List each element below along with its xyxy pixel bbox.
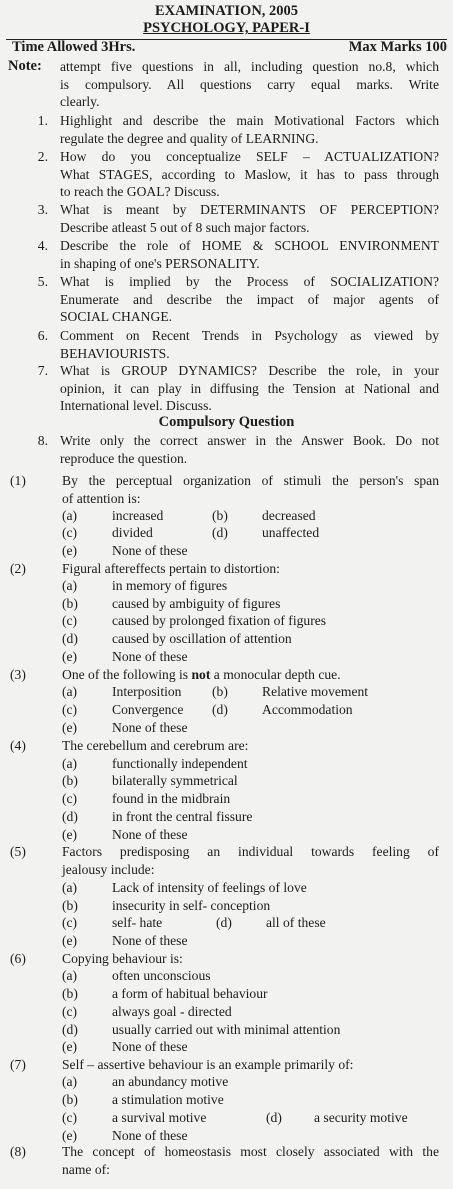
note-label: Note: <box>8 58 42 74</box>
option-text: in front the central fissure <box>112 809 253 824</box>
mcq-stem <box>62 843 439 878</box>
option-text: None of these <box>112 827 188 842</box>
question-line: International level. Discuss. <box>60 398 212 414</box>
mcq-number: (7) <box>10 1057 26 1072</box>
option-text: decreased <box>262 508 316 523</box>
question-text <box>60 273 439 326</box>
option-letter: (d) <box>216 915 232 930</box>
option-text: in memory of figures <box>112 578 228 593</box>
question-number: 3. <box>37 202 48 217</box>
question-line: regulate the degree and quality of LEARNING. <box>60 130 319 146</box>
option-letter: (a) <box>62 756 78 771</box>
question-line: Comment on Recent Trends in Psychology as viewed by <box>60 328 439 343</box>
mcq-number: (2) <box>10 561 26 576</box>
option-text: Interposition <box>112 684 182 699</box>
option-letter: (e) <box>62 933 78 948</box>
option-text: caused by ambiguity of figures <box>112 596 281 611</box>
option-letter: (b) <box>62 898 78 913</box>
question-text <box>60 201 439 236</box>
option-letter: (c) <box>62 915 78 930</box>
option-text: often unconscious <box>112 968 211 983</box>
mcq-stem <box>62 1143 439 1178</box>
stem-line: of attention is: <box>62 490 141 506</box>
option-letter: (d) <box>62 809 78 824</box>
question-line: How do you conceptualize SELF – ACTUALIZATION? <box>60 149 439 164</box>
option-text: found in the midbrain <box>112 791 231 806</box>
question-line: Describe atleast 5 out of 8 such major factors. <box>60 219 310 235</box>
option-letter: (a) <box>62 508 78 523</box>
option-text: None of these <box>112 649 188 664</box>
option-text: a stimulation motive <box>112 1092 224 1107</box>
question-line: What is GROUP DYNAMICS? Describe the role, in your <box>60 363 439 378</box>
note-line: attempt five questions in all, including question no.8, which <box>60 59 439 74</box>
option-letter: (e) <box>62 649 78 664</box>
option-letter: (b) <box>62 773 78 788</box>
option-text: an abundancy motive <box>112 1074 229 1089</box>
option-letter: (d) <box>62 631 78 646</box>
exam-meta <box>12 39 447 57</box>
option-text: a security motive <box>314 1110 408 1125</box>
question-line: Enumerate and describe the impact of major agents of <box>60 291 439 307</box>
question-line: Write only the correct answer in the Answer Book. Do not <box>60 433 439 448</box>
question-number: 4. <box>37 238 48 253</box>
option-letter: (b) <box>62 596 78 611</box>
option-text: caused by oscillation of attention <box>112 631 292 646</box>
option-letter: (a) <box>62 968 78 983</box>
option-text: Relative movement <box>262 684 369 699</box>
max-marks: Max Marks 100 <box>348 39 447 55</box>
mcq-number: (5) <box>10 844 26 859</box>
stem-line: Factors predisposing an individual towards feeling of <box>62 844 439 859</box>
option-letter: (c) <box>62 702 78 717</box>
question-line: Highlight and describe the main Motivational Factors which <box>60 113 439 128</box>
option-letter: (a) <box>62 578 78 593</box>
compulsory-instructions <box>60 432 439 467</box>
option-letter: (b) <box>62 1092 78 1107</box>
question-number: 6. <box>37 328 48 343</box>
mcq-number: (6) <box>10 951 26 966</box>
stem-line: jealousy include: <box>62 861 155 877</box>
question-text <box>60 148 439 201</box>
option-text: all of these <box>266 915 326 930</box>
option-letter: (e) <box>62 1128 78 1143</box>
question-text <box>60 362 439 415</box>
option-letter: (e) <box>62 827 78 842</box>
option-letter: (d) <box>212 525 228 540</box>
option-letter: (c) <box>62 1110 78 1125</box>
option-text: unaffected <box>262 525 320 540</box>
mcq-number: (3) <box>10 667 26 682</box>
paper-title: PSYCHOLOGY, PAPER-I <box>143 20 310 36</box>
stem-line: By the perceptual organization of stimuli the person's span <box>62 473 439 488</box>
option-text: a survival motive <box>112 1110 207 1125</box>
question-line: to reach the GOAL? Discuss. <box>60 184 220 200</box>
option-letter: (c) <box>62 791 78 806</box>
question-number: 5. <box>37 274 48 289</box>
question-number: 2. <box>37 149 48 164</box>
mcq-number: (1) <box>10 473 26 488</box>
note-text <box>60 58 439 111</box>
option-text: always goal - directed <box>112 1004 232 1019</box>
stem-line: The concept of homeostasis most closely associated with the <box>62 1144 439 1159</box>
option-text: None of these <box>112 543 188 558</box>
option-letter: (b) <box>62 986 78 1001</box>
question-line: What is meant by DETERMINANTS OF PERCEPTION? <box>60 202 439 217</box>
option-text: None of these <box>112 933 188 948</box>
question-number: 8. <box>37 433 48 448</box>
stem-text: a monocular depth cue. <box>210 667 341 682</box>
option-letter: (d) <box>266 1110 282 1125</box>
option-letter: (c) <box>62 1004 78 1019</box>
note-line: clearly. <box>60 94 100 110</box>
mcq-number: (8) <box>10 1144 26 1159</box>
option-letter: (e) <box>62 720 78 735</box>
mcq-stem <box>62 666 439 684</box>
question-line: in shaping of one's PERSONALITY. <box>60 255 260 271</box>
option-letter: (b) <box>212 508 228 523</box>
option-text: None of these <box>112 1128 188 1143</box>
option-text: Lack of intensity of feelings of love <box>112 880 307 895</box>
mcq-stem: Self – assertive behaviour is an example primarily of: <box>62 1057 354 1072</box>
option-letter: (b) <box>212 684 228 699</box>
option-text: bilaterally symmetrical <box>112 773 238 788</box>
option-text: None of these <box>112 720 188 735</box>
question-text <box>60 112 439 147</box>
question-text <box>60 327 439 362</box>
option-letter: (e) <box>62 1039 78 1054</box>
option-text: None of these <box>112 1039 188 1054</box>
question-text <box>60 237 439 272</box>
mcq-stem: The cerebellum and cerebrum are: <box>62 738 249 753</box>
option-letter: (a) <box>62 1074 78 1089</box>
option-letter: (a) <box>62 684 78 699</box>
option-text: self- hate <box>112 915 163 930</box>
option-letter: (d) <box>62 1022 78 1037</box>
option-letter: (c) <box>62 525 78 540</box>
mcq-stem <box>62 472 439 507</box>
option-letter: (a) <box>62 880 78 895</box>
question-line: Describe the role of HOME & SCHOOL ENVIRONMENT <box>60 238 439 253</box>
option-letter: (e) <box>62 543 78 558</box>
question-line: opinion, it can play in diffusing the Tension at National and <box>60 380 439 396</box>
option-text: a form of habitual behaviour <box>112 986 268 1001</box>
question-line: What is implied by the Process of SOCIALIZATION? <box>60 274 439 289</box>
exam-title: EXAMINATION, 2005 <box>154 3 299 19</box>
question-line: What STAGES, according to Maslow, it has to pass through <box>60 166 439 182</box>
mcq-stem: Copying behaviour is: <box>62 951 183 966</box>
option-text: increased <box>112 508 164 523</box>
option-text: usually carried out with minimal attention <box>112 1022 341 1037</box>
option-text: caused by prolonged fixation of figures <box>112 613 327 628</box>
mcq-stem: Figural aftereffects pertain to distortion: <box>62 561 280 576</box>
time-allowed: Time Allowed 3Hrs. <box>12 39 136 55</box>
question-line: BEHAVIOURISTS. <box>60 345 170 361</box>
stem-emphasis: not <box>191 667 211 682</box>
option-text: insecurity in self- conception <box>112 898 271 913</box>
question-number: 1. <box>37 113 48 128</box>
note-line: is compulsory. All questions carry equal marks. Write <box>60 76 439 92</box>
mcq-number: (4) <box>10 738 26 753</box>
option-letter: (c) <box>62 613 78 628</box>
question-line: SOCIAL CHANGE. <box>60 309 173 325</box>
compulsory-title: Compulsory Question <box>158 414 295 430</box>
option-text: divided <box>112 525 153 540</box>
stem-line: name of: <box>62 1161 110 1177</box>
question-line: reproduce the question. <box>60 450 188 466</box>
option-text: Accommodation <box>262 702 353 717</box>
option-text: functionally independent <box>112 756 248 771</box>
option-text: Convergence <box>112 702 184 717</box>
stem-text: One of the following is <box>62 667 192 682</box>
option-letter: (d) <box>212 702 228 717</box>
question-number: 7. <box>37 363 48 378</box>
